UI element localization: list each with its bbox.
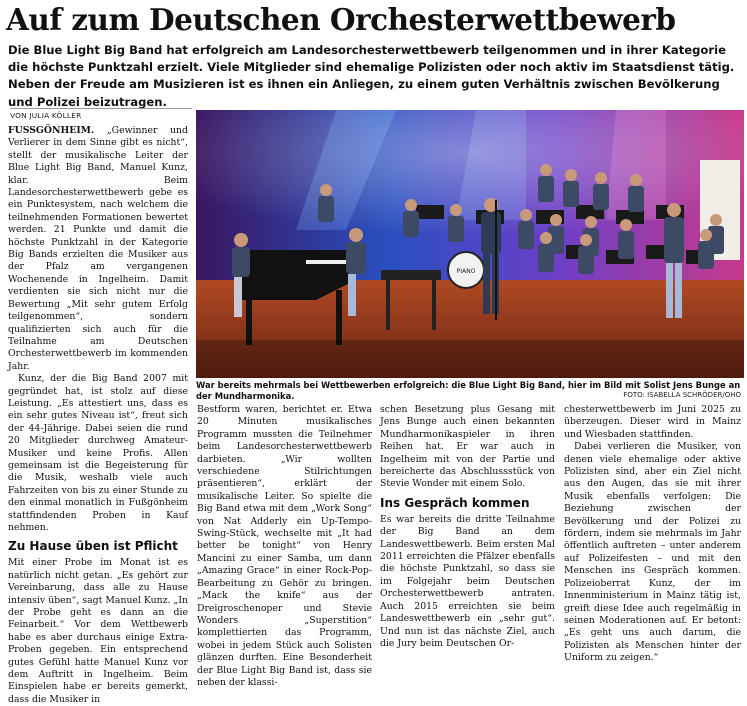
paragraph: Dabei verlieren die Musiker, von denen viele ehemalige oder aktive Polizisten sind, aber ein Ziel nicht aus den Augen, das sie mit ihrer Musik ebenfalls verfolgen: Die Beziehung zwischen der Bevölkerung und der Polizei zu fördern, indem sie mehrmals im Jahr öffentlich auftreten – unter anderem auf Polizeifesten – und mit den Menschen ins Gespräch kommen. Polizeioberrat Kunz, der im Innenministerium in Mainz tätig ist, greift diese Idee auch regelmäßig in seinen Moderationen auf. Er betont: „Es geht uns auch darum, die Polizisten als Menschen hinter der Uniform zu zeigen.“: [564, 441, 741, 664]
subheading: Ins Gespräch kommen: [380, 495, 530, 510]
paragraph: Es war bereits die dritte Teilnahme der Big Band an dem Landeswettbewerb. Beim ersten Mal 2011 erreichten die Pfälzer ebenfalls die höchste Punktzahl, so dass sie im Folgejahr beim Deutschen Orchesterwettbewerb antraten. Auch 2015 erreichten sie beim Landeswettbewerb ein „sehr gut“. Und nun ist das nächste Ziel, auch die Jury beim Deutschen Or-: [380, 513, 555, 649]
article-column-4: [564, 404, 741, 665]
paragraph: [8, 125, 188, 373]
paragraph: Kunz, der die Big Band 2007 mit gegründet hat, ist stolz auf diese Leistung. „Es attestiert uns, dass es ein sehr gutes Niveau ist“, freut sich der 44-Jährige. Dabei seien die rund 20 Mitglieder durchweg Amateur-Musiker und keine Profis. Allen gemeinsam ist die Begeisterung für die Musik, weshalb viele auch Fahrzeiten von bis zu einer Stunde zu den einmal monatlich in Fußgönheim stattfindenden Proben in Kauf nehmen.: [8, 373, 188, 533]
drum-label: PIANO: [456, 268, 476, 275]
paragraph-text: „Gewinner und Verlierer in dem Sinne gibt es nicht“, stellt der musikalische Leiter der Blue Light Big Band, Manuel Kunz, klar. Beim Landesorchesterwettbewerb gebe es ein Punktesystem, nach welchem die teilnehmenden Formationen bewertet werden. 21 Punkte und damit die höchste Punktzahl in der Kategorie Big Bands erzielten die Musiker aus der Pfalz am vergangenen Wochenende in Ingelheim. Damit verdienten sie sich nicht nur die Bewertung „Mit sehr gutem Erfolg teilgenommen“, sondern qualifizierten sich auch für die Teilnahme am Deutschen Orchesterwettbewerb im kommenden Jahr.: [8, 125, 188, 372]
photo-caption: War bereits mehrmals bei Wettbewerben erfolgreich: die Blue Light Big Band, hier im Bild mit Solist Jens Bunge an der Mundharmonika.: [196, 380, 741, 401]
band-photo-illustration: [196, 110, 744, 378]
headline: Auf zum Deutschen Orchesterwettbewerb: [6, 2, 676, 37]
paragraph: Mit einer Probe im Monat ist es natürlich nicht getan. „Es gehört zur Vereinbarung, dass alle zu Hause intensiv üben“, sagt Manuel Kunz. „In der Probe geht es dann an die Feinarbeit.“ Vor dem Wettbewerb habe es aber durchaus einige Extra-Proben gegeben. Ein entsprechend gutes Gefühl hatte Manuel Kunz vor dem Auftritt in Ingelheim. Beim Einspielen habe er bereits gemerkt, dass die Musiker in: [8, 557, 188, 705]
bass-drum: [448, 252, 484, 288]
lead-paragraph: Die Blue Light Big Band hat erfolgreich am Landesorchesterwettbewerb teilgenommen und in ihrer Kategorie die höchste Punktzahl erzielt. Viele Mitglieder sind ehemalige Polizisten oder noch aktiv im Staatsdienst tätig. Neben der Freude am Musizieren ist es ihnen ein Anliegen, zu einem guten Verhältnis zwischen Bevölkerung und Polizei beizutragen.: [8, 43, 735, 109]
byline: VON JULIA KÖLLER: [10, 108, 192, 120]
article-column-2: [197, 404, 372, 689]
article-column-1: [8, 125, 188, 706]
band-photo: [196, 110, 744, 378]
dateline: FUSSGÖNHEIM.: [8, 125, 95, 136]
paragraph: schen Besetzung plus Gesang mit Jens Bunge auch einen bekannten Mundharmonikaspieler in ihren Reihen hat. Er war auch in Ingelheim mit von der Partie und bereicherte das Abschlussstück von Stevie Wonder mit einem Solo.: [380, 404, 555, 490]
paragraph: Bestform waren, berichtet er. Etwa 20 Minuten musikalisches Programm mussten die Teilnehmer beim Landesorchesterwettbewerb darbieten. „Wir wollten verschiedene Stilrichtungen präsentieren“, erklärt der musikalische Leiter. So spielte die Big Band etwa mit dem „Work Song“ von Nat Adderly ein Up-Tempo-Swing-Stück, wechselte mit „It had better be tonight“ von Henry Mancini zu einer Samba, um dann „Amazing Grace“ in einer Rock-Pop-Bearbeitung zu Gehör zu bringen. „Mack the knife“ aus der Dreigroschenoper und Stevie Wonders „Superstition“ komplettierten das Programm, wobei in jedem Stück auch Solisten glänzen durften. Eine Besonderheit der Blue Light Big Band ist, dass sie neben der klassi-: [197, 404, 372, 688]
subheading: Zu Hause üben ist Pflicht: [8, 539, 178, 554]
paragraph: chesterwettbewerb im Juni 2025 zu überzeugen. Dieser wird in Mainz und Wiesbaden stattfinden.: [564, 404, 741, 440]
article-column-3: [380, 404, 555, 650]
photo-credit: FOTO: ISABELLA SCHRÖDER/OHO: [623, 391, 741, 399]
